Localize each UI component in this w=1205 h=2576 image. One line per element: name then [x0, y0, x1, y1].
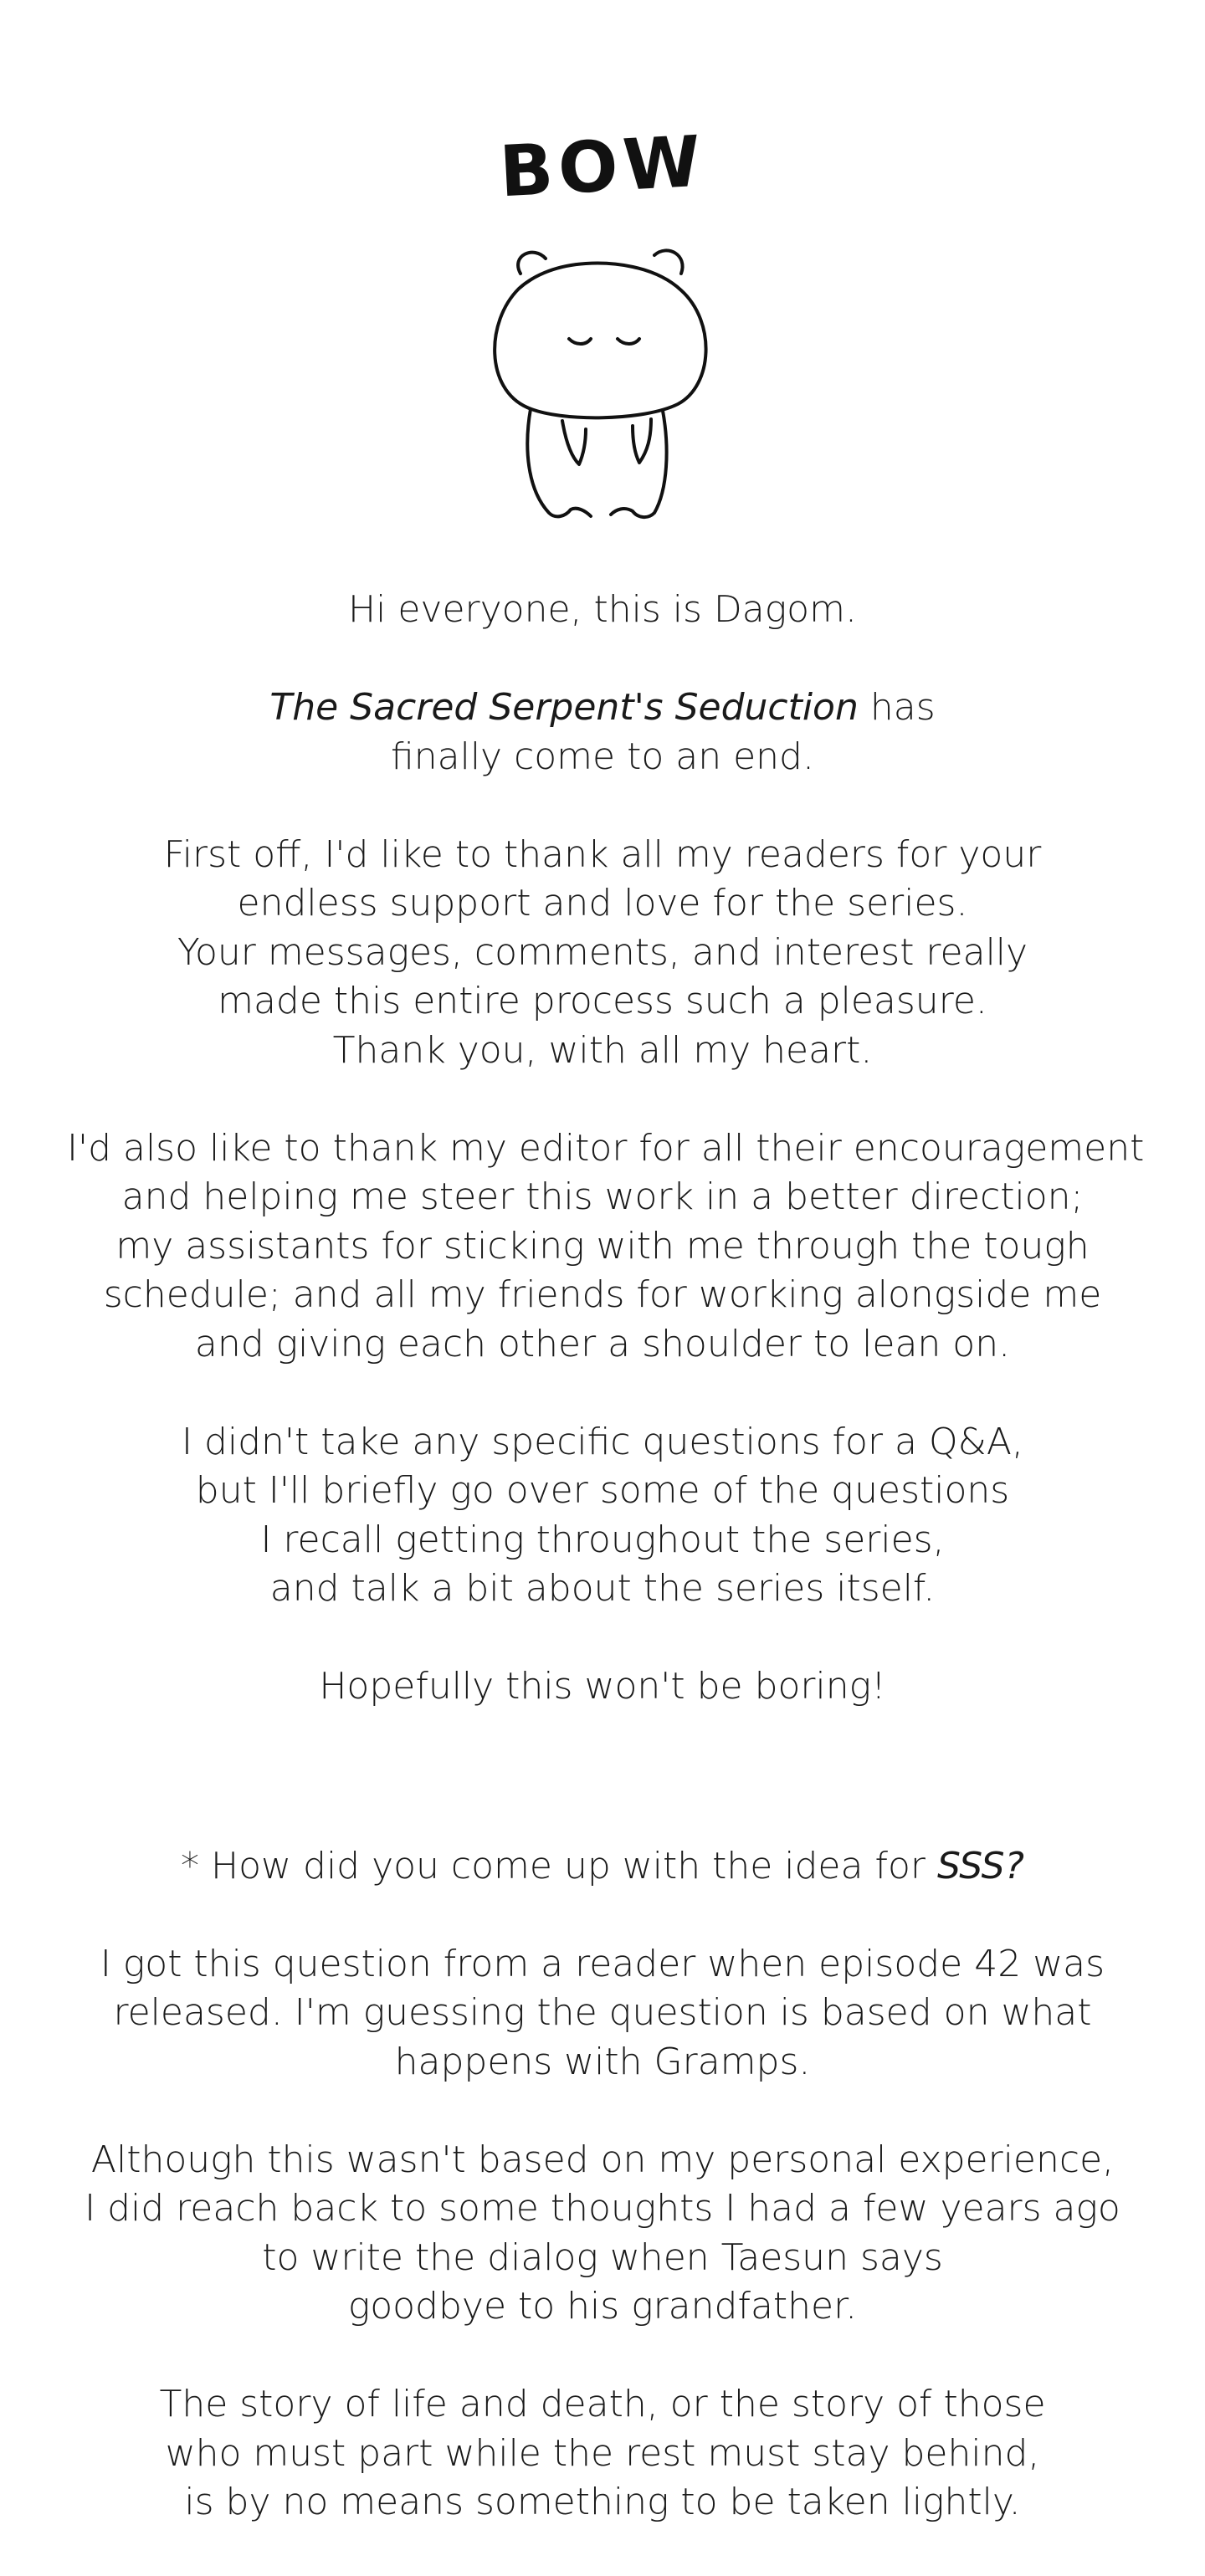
answer-line: to write the dialog when Taesun says	[262, 2235, 943, 2279]
answer-line: goodbye to his grandfather.	[347, 2285, 858, 2328]
thanks-readers-line: First off, I'd like to thank all my readers for your	[163, 832, 1042, 876]
thanks-team-line: and helping me steer this work in a better direction;	[121, 1175, 1084, 1218]
thanks-readers-line: Your messages, comments, and interest really	[177, 930, 1028, 974]
thanks-readers-line: made this entire process such a pleasure.	[218, 980, 987, 1022]
qa-note-line: but I'll briefly go over some of the questions	[195, 1469, 1010, 1512]
ending-line-2: finally come to an end.	[391, 735, 814, 778]
thanks-readers-line: Thank you, with all my heart.	[332, 1028, 873, 1072]
thanks-team-paragraph	[67, 1124, 1145, 1370]
thanks-team-line: I'd also like to thank my editor for all their encouragement	[67, 1126, 1145, 1170]
hope-line: Hopefully this won't be boring!	[319, 1665, 886, 1708]
answer-1-paragraph-3	[67, 2380, 1138, 2527]
qa-note-line: I recall getting throughout the series,	[260, 1518, 945, 1561]
ending-line-1-rest: has	[858, 686, 936, 729]
thanks-team-line: my assistants for sticking with me through the tough	[115, 1224, 1090, 1268]
ending-paragraph	[67, 684, 1138, 781]
answer-1-paragraph-2	[67, 2136, 1138, 2332]
bow-heading: BOW	[497, 120, 708, 213]
thanks-readers-paragraph	[67, 831, 1138, 1076]
answer-line: The story of life and death, or the story of those	[159, 2383, 1046, 2425]
thanks-team-line: and giving each other a shoulder to lean on.	[194, 1322, 1011, 1365]
answer-1-paragraph-1	[67, 1940, 1138, 2087]
thanks-team-line: schedule; and all my friends for working alongside me	[103, 1273, 1102, 1316]
question-1-title: SSS?	[936, 1844, 1024, 1887]
qa-note-line: and talk a bit about the series itself.	[269, 1567, 936, 1610]
question-1-heading	[67, 1842, 1138, 1892]
answer-line: happens with Gramps.	[394, 2040, 811, 2083]
answer-line: Although this wasn't based on my personal experience,	[90, 2138, 1115, 2181]
bowing-bear-icon	[469, 222, 736, 531]
qa-note-line: I didn't take any specific questions for a Q&A,	[181, 1420, 1024, 1463]
ending-line-1	[67, 684, 1138, 733]
hope-paragraph	[67, 1662, 1138, 1712]
greeting-paragraph	[67, 586, 1138, 635]
thanks-readers-line: endless support and love for the series.	[237, 882, 968, 924]
question-1-line	[67, 1842, 1138, 1892]
greeting-line: Hi everyone, this is Dagom.	[348, 588, 857, 631]
answer-line: I got this question from a reader when episode 42 was	[100, 1942, 1105, 1985]
answer-line: who must part while the rest must stay behind,	[165, 2431, 1040, 2475]
letter-body	[67, 586, 1145, 2576]
answer-line: is by no means something to be taken lightly.	[184, 2481, 1021, 2523]
answer-line: released. I'm guessing the question is based on what	[113, 1991, 1092, 2034]
qa-note-paragraph	[67, 1418, 1138, 1614]
series-title: The Sacred Serpent's Seduction	[269, 686, 859, 729]
question-1-prefix: * How did you come up with the idea for	[181, 1844, 937, 1887]
answer-line: I did reach back to some thoughts I had a few years ago	[85, 2187, 1120, 2230]
